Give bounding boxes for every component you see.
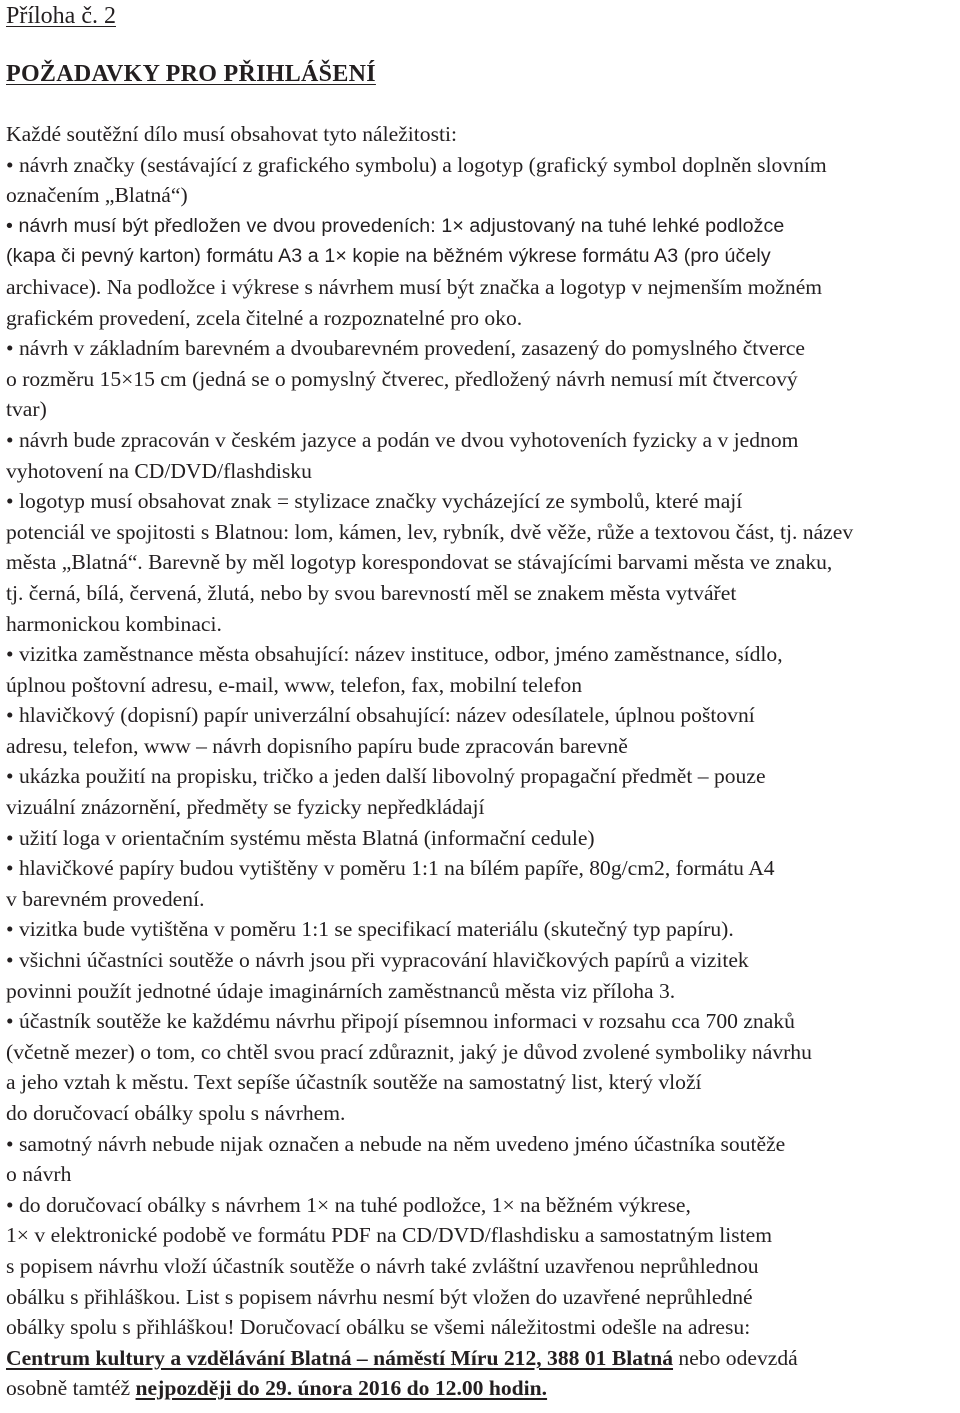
- text-line: • návrh musí být předložen ve dvou provedeních: 1× adjustovaný na tuhé lehké podložce: [6, 214, 785, 237]
- text-line: • ukázka použití na propisku, tričko a jeden další libovolný propagační předmět – pouze: [6, 764, 766, 789]
- text-line: • do doručovací obálky s návrhem 1× na tuhé podložce, 1× na běžném výkrese,: [6, 1192, 691, 1217]
- text-line: o rozměru 15×15 cm (jedná se o pomyslný čtverec, předložený návrh nemusí mít čtvercový: [6, 366, 798, 391]
- text-line: • hlavičkový (dopisní) papír univerzální obsahující: název odesílatele, úplnou poštovní: [6, 703, 755, 728]
- text-line: povinni použít jednotné údaje imaginárních zaměstnanců města viz příloha 3.: [6, 978, 676, 1003]
- address-line-rest: nebo odevzdá: [673, 1345, 798, 1370]
- text-line: • návrh v základním barevném a dvoubarevném provedení, zasazený do pomyslného čtverce: [6, 336, 806, 361]
- text-line: • vizitka zaměstnance města obsahující: název instituce, odbor, jméno zaměstnance, sídlo,: [6, 642, 783, 667]
- text-line: • užití loga v orientačním systému města Blatná (informační cedule): [6, 825, 595, 850]
- deadline-date: nejpozději do 29. února 2016 do 12.00 hodin.: [135, 1376, 548, 1401]
- text-line: • hlavičkové papíry budou vytištěny v poměru 1:1 na bílém papíře, 80g/cm2, formátu A4: [6, 856, 775, 881]
- text-line: adresu, telefon, www – návrh dopisního papíru bude zpracován barevně: [6, 733, 628, 758]
- text-line: tvar): [6, 397, 47, 422]
- text-line: a jeho vztah k městu. Text sepíše účastník soutěže na samostatný list, který vloží: [6, 1070, 702, 1095]
- text-line: města „Blatná“. Barevně by měl logotyp korespondovat se stávajícími barvami města ve znaku,: [6, 550, 833, 575]
- delivery-address: Centrum kultury a vzdělávání Blatná – náměstí Míru 212, 388 01 Blatná: [6, 1345, 674, 1370]
- text-line: • všichni účastníci soutěže o návrh jsou při vypracování hlavičkových papírů a vizitek: [6, 948, 749, 973]
- text-line: s popisem návrhu vloží účastník soutěže o návrh také zvláštní uzavřenou neprůhlednou: [6, 1253, 759, 1278]
- text-line: obálku s přihláškou. List s popisem návrhu nesmí být vložen do uzavřené neprůhledné: [6, 1284, 753, 1309]
- text-line: úplnou poštovní adresu, e-mail, www, telefon, fax, mobilní telefon: [6, 672, 583, 697]
- text-line: označením „Blatná“): [6, 183, 188, 208]
- text-line: harmonickou kombinaci.: [6, 611, 222, 636]
- text-line: do doručovací obálky spolu s návrhem.: [6, 1101, 346, 1125]
- text-line: o návrh: [6, 1162, 72, 1187]
- text-line: grafickém provedení, zcela čitelné a rozpoznatelné pro oko.: [6, 305, 523, 330]
- text-line: vizuální znázornění, předměty se fyzicky nepředkládají: [6, 795, 485, 820]
- address-line: [6, 1343, 956, 1374]
- text-line: (kapa či pevný karton) formátu A3 a 1× kopie na běžném výkrese formátu A3 (pro účely: [6, 245, 771, 268]
- text-line: tj. černá, bílá, červená, žlutá, nebo by svou barevností měl se znakem města vytvářet: [6, 580, 737, 605]
- text-line: (včetně mezer) o tom, co chtěl svou prací zdůraznit, jaký je důvod zvolené symboliky návrhu: [6, 1039, 812, 1064]
- text-line: vyhotovení na CD/DVD/flashdisku: [6, 458, 312, 483]
- text-line: • samotný návrh nebude nijak označen a nebude na něm uvedeno jméno účastníka soutěže: [6, 1131, 786, 1156]
- text-line: v barevném provedení.: [6, 886, 205, 911]
- deadline-line: [6, 1373, 956, 1404]
- text-line: • návrh značky (sestávající z grafického symbolu) a logotyp (grafický symbol doplněn slovním: [6, 152, 827, 177]
- text-line: • návrh bude zpracován v českém jazyce a podán ve dvou vyhotoveních fyzicky a v jednom: [6, 427, 799, 452]
- text-line: • logotyp musí obsahovat znak = stylizace značky vycházející ze symbolů, které mají: [6, 489, 743, 514]
- text-line: obálky spolu s přihláškou! Doručovací obálku se všemi náležitostmi odešle na adresu:: [6, 1315, 751, 1340]
- deadline-prefix: osobně tamtéž: [6, 1376, 136, 1401]
- page-title: POŽADAVKY PRO PŘIHLÁŠENÍ: [6, 61, 376, 87]
- intro-line: Každé soutěžní dílo musí obsahovat tyto náležitosti:: [6, 122, 457, 146]
- text-line: 1× v elektronické podobě ve formátu PDF na CD/DVD/flashdisku a samostatným listem: [6, 1223, 773, 1248]
- text-line: archivace). Na podložce i výkrese s návrhem musí být značka a logotyp v nejmenším možném: [6, 274, 823, 299]
- text-line: • účastník soutěže ke každému návrhu připojí písemnou informaci v rozsahu cca 700 znaků: [6, 1009, 795, 1034]
- text-line: • vizitka bude vytištěna v poměru 1:1 se specifikací materiálu (skutečný typ papíru).: [6, 917, 734, 942]
- requirements-text: [6, 119, 956, 1404]
- annex-label: Příloha č. 2: [6, 3, 116, 29]
- text-line: potenciál ve spojitosti s Blatnou: lom, kámen, lev, rybník, dvě věže, růže a textovou část, tj. název: [6, 519, 854, 544]
